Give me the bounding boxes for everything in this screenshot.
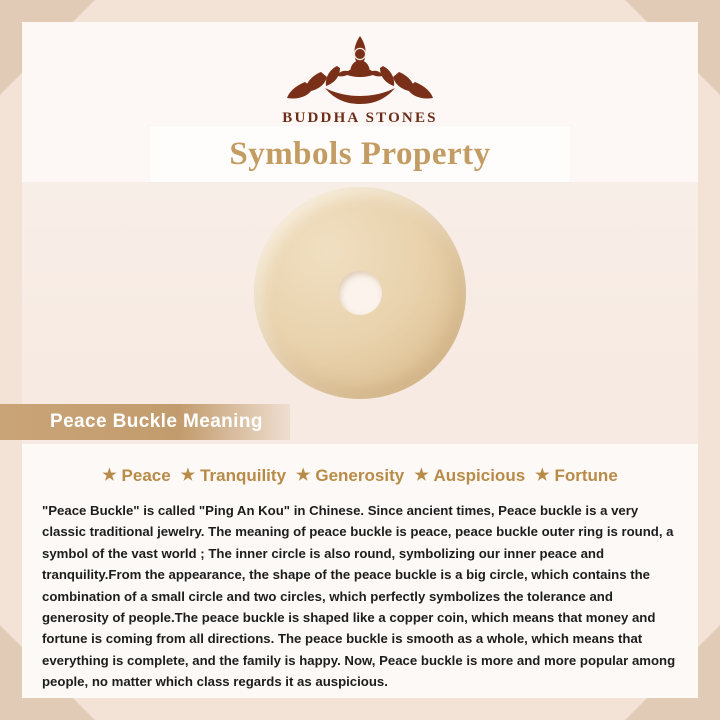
page-title: Symbols Property <box>229 135 491 172</box>
keyword-label: Generosity <box>315 466 405 485</box>
keyword-label: Auspicious <box>433 466 526 485</box>
keyword-generosity <box>296 466 404 486</box>
peace-buckle-disc-icon <box>254 187 466 399</box>
brand-logo <box>22 30 698 127</box>
star-icon: ★ <box>535 467 550 484</box>
section-ribbon <box>0 404 290 440</box>
keyword-list <box>38 466 682 486</box>
keyword-label: Tranquility <box>200 466 287 485</box>
star-icon: ★ <box>414 467 429 484</box>
keyword-tranquility <box>181 466 286 486</box>
keyword-auspicious <box>414 466 525 486</box>
description-paragraph: "Peace Buckle" is called "Ping An Kou" in Chinese. Since ancient times, Peace buckle is a very classic traditional jewelry. The meaning of peace buckle is peace, peace buckle outer ring is round, a symbol of the vast world ; The inner circle is also round, symbolizing our inner peace and tranquility.From the appearance, the shape of the peace buckle is a big circle, which contains the combination of a small circle and two circles, which perfectly symbolizes the tolerance and generosity of people.The peace buckle is shaped like a copper coin, which means that money and fortune is coming from all directions. The peace buckle is smooth as a whole, which means that everything is complete, and the family is happy. Now, Peace buckle is more and more popular among people, no matter which class regards it as auspicious. <box>42 503 676 689</box>
star-icon: ★ <box>180 467 196 484</box>
product-image-area <box>22 182 698 404</box>
star-icon: ★ <box>296 467 311 484</box>
page-title-bar <box>150 126 570 182</box>
keyword-label: Peace <box>121 466 171 485</box>
description-panel <box>22 444 698 698</box>
brand-name: BUDDHA STONES <box>282 110 438 126</box>
keyword-fortune <box>535 466 618 486</box>
keyword-peace <box>102 466 171 486</box>
content-panel <box>22 22 698 698</box>
keyword-label: Fortune <box>554 466 618 485</box>
peace-buckle-inner-hole <box>338 271 382 315</box>
section-ribbon-label: Peace Buckle Meaning <box>50 411 263 432</box>
lotus-meditation-icon <box>285 30 435 108</box>
header-section <box>22 22 698 182</box>
star-icon: ★ <box>102 467 117 484</box>
